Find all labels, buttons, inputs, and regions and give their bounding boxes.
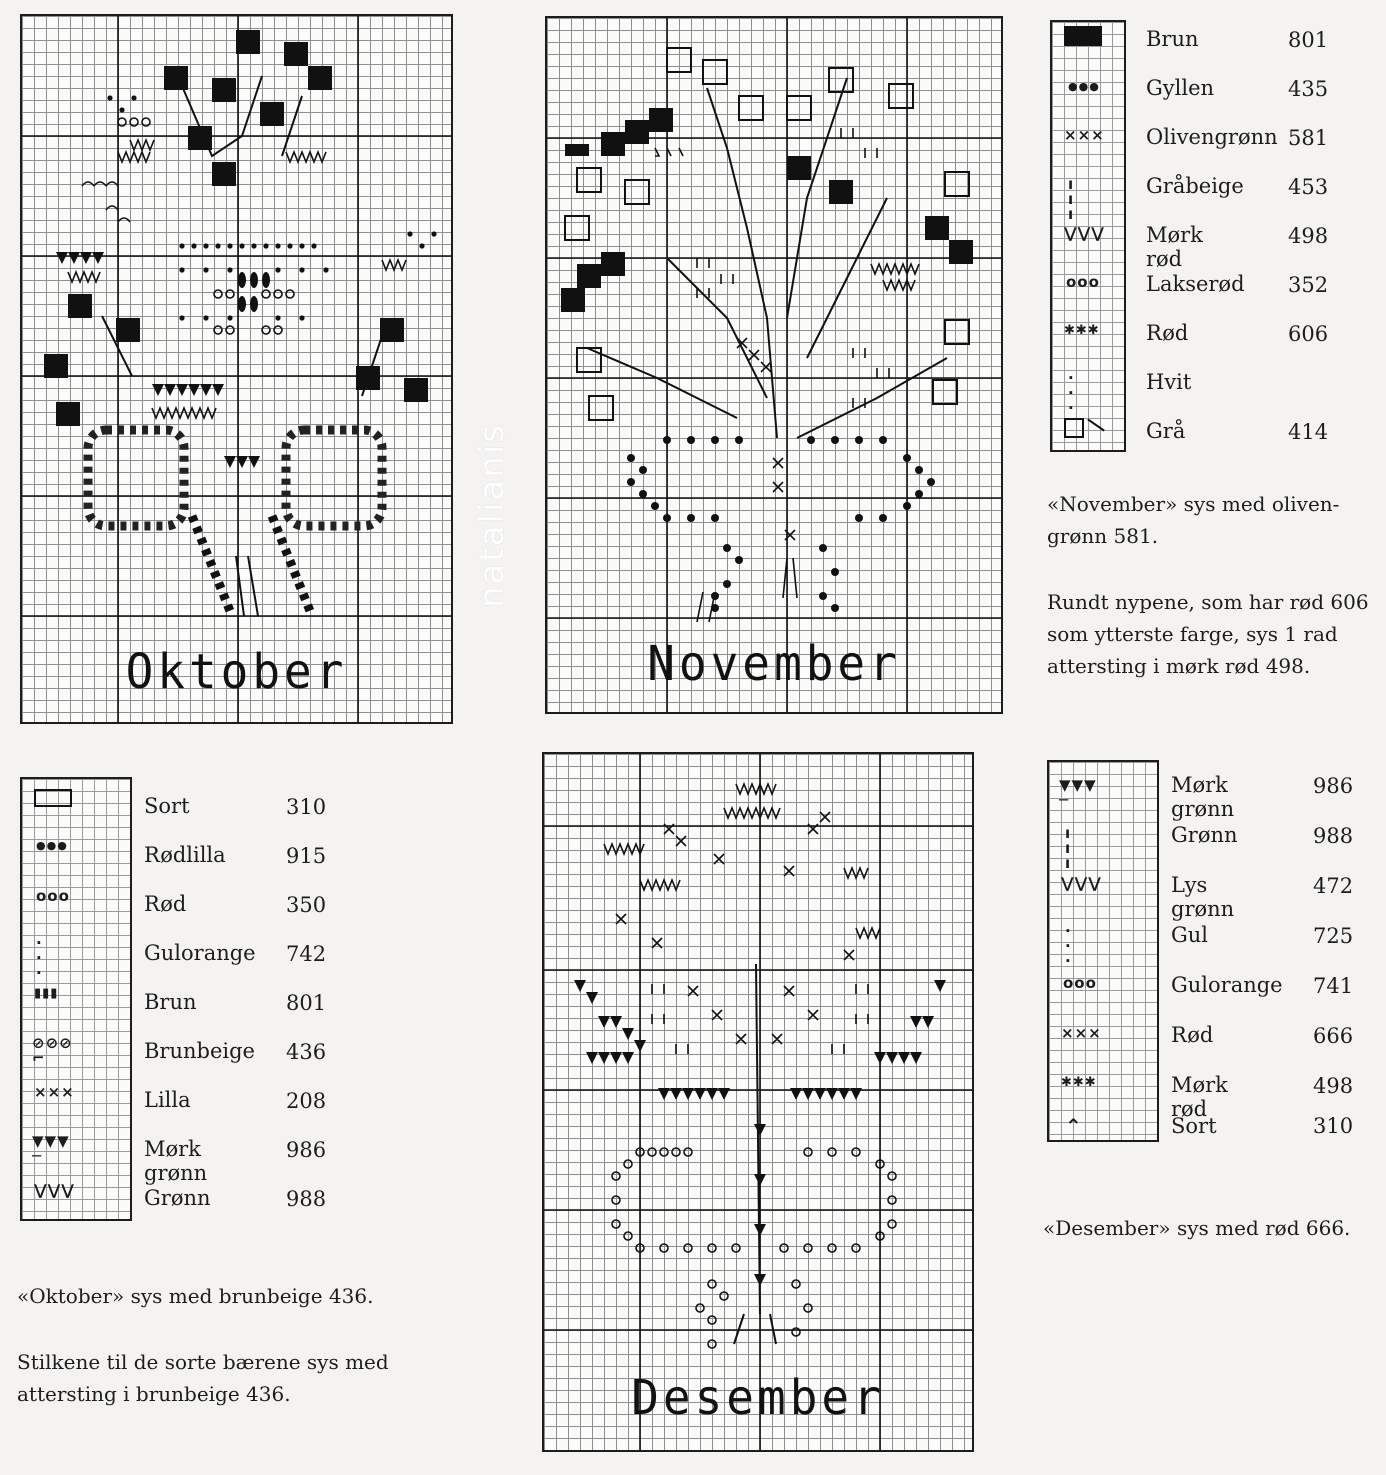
legend-name: Brun <box>1146 27 1199 51</box>
rectangle-outline-icon <box>34 789 72 807</box>
legend-code: 350 <box>286 893 327 917</box>
note-line: attersting i brunbeige 436. <box>17 1382 291 1406</box>
november-pattern <box>547 18 1003 714</box>
legend-code: 801 <box>286 991 327 1015</box>
legend-code: 352 <box>1288 273 1329 297</box>
zigzag-icon: ⋁⋁⋁ <box>1061 874 1102 892</box>
legend-code: 208 <box>286 1089 327 1113</box>
small-dots-icon: · · · <box>1065 922 1072 970</box>
legend-code: 498 <box>1313 1074 1354 1098</box>
desember-pattern <box>544 754 974 1452</box>
legend-desember <box>1047 760 1377 1160</box>
filled-dots-icon: ●●● <box>1068 80 1100 93</box>
cross-hatch-icon: ⨯⨯⨯ <box>1061 1024 1102 1042</box>
chart-title-november: November <box>647 634 901 692</box>
legend-name: Rød <box>1146 321 1189 345</box>
legend-name: Rød <box>1171 1023 1214 1047</box>
filled-dots-icon: ●●● <box>36 839 68 852</box>
filled-block-icon <box>1064 26 1102 46</box>
legend-name: Gyllen <box>1146 76 1215 100</box>
legend-november <box>1050 20 1386 460</box>
legend-name: Rødlilla <box>144 843 226 867</box>
ring-dots-icon: ooo <box>36 887 70 905</box>
legend-name: Mørk grønn <box>144 1137 208 1185</box>
vertical-bars-icon: ı ı ı <box>1065 824 1072 872</box>
note-line: Stilkene til de sorte bærene sys med <box>17 1350 389 1374</box>
oval-bars-icon: ▮▮▮ <box>34 986 59 1001</box>
legend-code: 986 <box>286 1138 327 1162</box>
legend-name: Brun <box>144 990 197 1014</box>
square-outline-icon <box>1064 418 1084 438</box>
chart-desember <box>542 752 974 1452</box>
legend-code: 310 <box>286 795 327 819</box>
legend-oktober <box>20 777 350 1222</box>
legend-code: 725 <box>1313 924 1354 948</box>
note-line: «November» sys med oliven- <box>1047 492 1340 516</box>
note-oktober <box>17 1280 417 1410</box>
legend-code: 472 <box>1313 874 1354 898</box>
legend-name: Grå <box>1146 419 1186 443</box>
legend-name: Brunbeige <box>144 1039 255 1063</box>
note-line: «Oktober» sys med brunbeige 436. <box>17 1284 374 1308</box>
legend-name: Mørk grønn <box>1171 773 1235 821</box>
asterisk-icon: ✱✱✱ <box>1064 323 1100 338</box>
legend-name: Lilla <box>144 1088 191 1112</box>
legend-code: 666 <box>1313 1024 1354 1048</box>
legend-name: Gråbeige <box>1146 174 1244 198</box>
legend-code: 801 <box>1288 28 1329 52</box>
legend-code: 988 <box>286 1187 327 1211</box>
chart-oktober <box>20 14 453 724</box>
hatched-ovals-icon: ⊘⊘⊘ ⌐ <box>32 1034 73 1067</box>
note-line: Rundt nypene, som har rød 606 <box>1047 590 1369 614</box>
legend-name: Grønn <box>1171 823 1238 847</box>
cross-hatch-icon: ⨯⨯⨯ <box>1064 126 1105 144</box>
note-line: attersting i mørk rød 498. <box>1047 654 1311 678</box>
legend-code: 986 <box>1313 774 1354 798</box>
legend-name: Sort <box>144 794 190 818</box>
chart-november <box>545 16 1003 714</box>
chart-title-desember: Desember <box>631 1368 885 1426</box>
legend-code: 741 <box>1313 974 1354 998</box>
vertical-bars-icon: ı ı ı <box>1068 175 1075 223</box>
watermark: natalianis <box>472 423 512 608</box>
legend-name: Lakserød <box>1146 272 1245 296</box>
cross-hatch-icon: ⨯⨯⨯ <box>34 1083 75 1101</box>
chart-title-oktober: Oktober <box>125 642 348 700</box>
zigzag-icon: ⋁⋁⋁ <box>1064 224 1105 242</box>
legend-name: Mørk rød <box>1146 223 1203 271</box>
legend-code: 988 <box>1313 824 1354 848</box>
legend-code: 606 <box>1288 322 1329 346</box>
legend-code: 915 <box>286 844 327 868</box>
legend-name: Hvit <box>1146 370 1192 394</box>
legend-name: Gul <box>1171 923 1209 947</box>
legend-code: 436 <box>286 1040 327 1064</box>
legend-name: Rød <box>144 892 187 916</box>
note-line: grønn 581. <box>1047 524 1159 548</box>
legend-name: Mørk rød <box>1171 1073 1228 1121</box>
legend-name: Sort <box>1171 1114 1217 1138</box>
legend-code: 453 <box>1288 175 1329 199</box>
legend-name: Lys grønn <box>1171 873 1235 921</box>
legend-code: 310 <box>1313 1114 1354 1138</box>
oktober-pattern <box>22 16 453 724</box>
legend-name: Grønn <box>144 1186 211 1210</box>
caret-icon: ⌃ <box>1065 1114 1083 1138</box>
note-desember <box>1043 1212 1373 1244</box>
note-line: «Desember» sys med rød 666. <box>1043 1216 1351 1240</box>
legend-code: 498 <box>1288 224 1329 248</box>
legend-name: Gulorange <box>1171 973 1283 997</box>
small-dots-icon: · · · <box>36 934 43 982</box>
zigzag-icon: ⋁⋁⋁ <box>34 1181 75 1199</box>
legend-code: 435 <box>1288 77 1329 101</box>
filled-triangles-icon: ▼▼▼ ─ <box>32 1132 70 1165</box>
ring-dots-icon: ooo <box>1066 273 1100 291</box>
legend-name: Gulorange <box>144 941 256 965</box>
asterisk-icon: ✱✱✱ <box>1061 1075 1097 1090</box>
ring-dots-icon: ooo <box>1063 974 1097 992</box>
note-november <box>1047 488 1377 682</box>
legend-code: 742 <box>286 942 327 966</box>
legend-code: 414 <box>1288 420 1329 444</box>
filled-triangles-icon: ▼▼▼ ─ <box>1059 776 1097 809</box>
legend-code: 581 <box>1288 126 1329 150</box>
note-line: som ytterste farge, sys 1 rad <box>1047 622 1338 646</box>
small-dots-icon: · · · <box>1068 369 1075 417</box>
legend-name: Olivengrønn <box>1146 125 1278 149</box>
